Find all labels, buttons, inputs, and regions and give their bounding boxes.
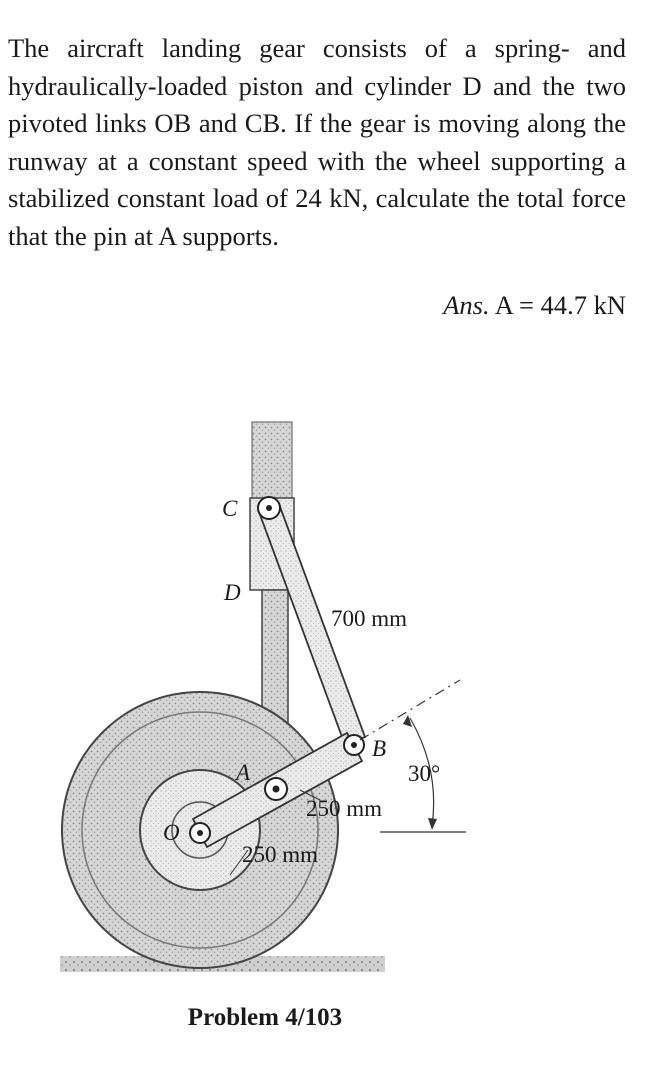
pin-c-center: [266, 505, 272, 511]
landing-gear-figure: [0, 380, 652, 1000]
upper-strut: [252, 422, 292, 502]
answer-value: A = 44.7 kN: [494, 290, 626, 320]
label-o: O: [163, 820, 180, 845]
answer: [443, 285, 626, 325]
pin-o-center: [197, 830, 203, 836]
figure-caption: Problem 4/103: [187, 1004, 343, 1031]
dimension-ab: 250 mm: [306, 796, 383, 821]
dimension-cb: 700 mm: [331, 606, 408, 631]
answer-prefix: Ans.: [443, 290, 490, 320]
angle-arrow-head: [428, 818, 437, 830]
pin-a-center: [273, 786, 280, 793]
angle-arrow-tail: [403, 715, 412, 727]
label-c: C: [222, 496, 238, 521]
label-d: D: [224, 580, 241, 605]
dimension-oa: 250 mm: [242, 842, 319, 867]
label-a: A: [236, 760, 251, 785]
problem-statement: [8, 30, 626, 255]
problem-text: The aircraft landing gear consists of a spring- and hydraulically-loaded piston and cylinder D and the two pivoted links OB and CB. If the gear is moving along the runway at a constant speed with the wheel supporting a stabilized constant load of 24 kN, calculate the total force that the pin at A supports.: [8, 33, 626, 251]
extension-dashed-line: [360, 680, 460, 740]
angle-label: 30°: [408, 761, 441, 786]
pin-b-center: [351, 742, 357, 748]
label-b: B: [372, 736, 387, 761]
